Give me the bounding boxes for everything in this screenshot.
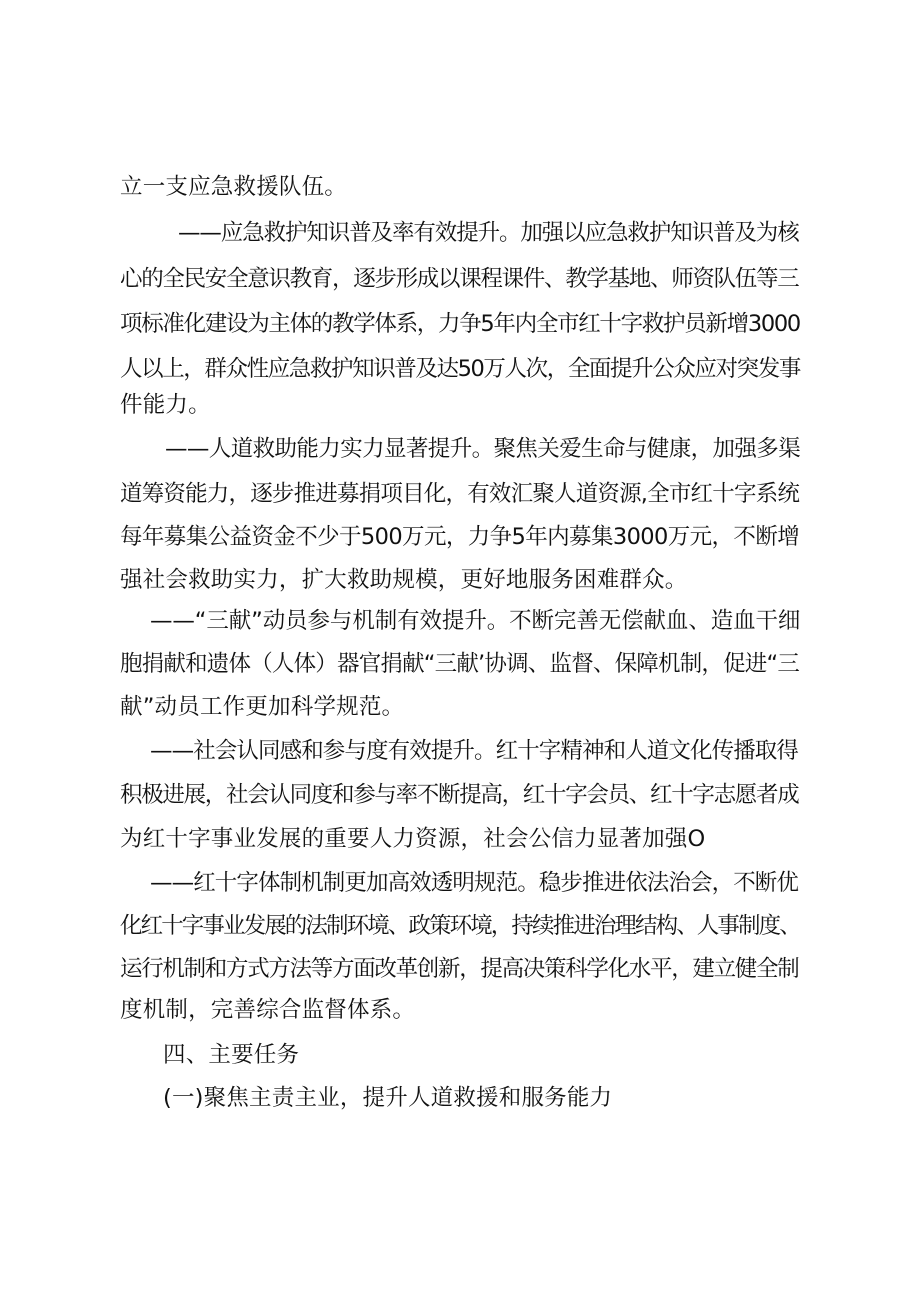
text-line: 积极进展，社会认同度和参与率不断提高，红十字会员、红十字志愿者成 [120, 782, 799, 808]
text-line: 件能力。 [120, 392, 211, 418]
text-line: 强社会救助实力，扩大救助规模，更好地服务困难群众。 [120, 567, 688, 593]
text-line: 心的全民安全意识教育，逐步形成以课程课件、教学基地、师资队伍等三 [120, 266, 799, 292]
text-line: 度机制，完善综合监督体系。 [120, 997, 416, 1023]
text-line: 为红十字事业发展的重要人力资源，社会公信力显著加强O [120, 826, 706, 852]
paragraph-emergency-rescue-knowledge: ——应急救护知识普及率有效提升。加强以应急救护知识普及为核 [178, 220, 799, 246]
text-line: 项标准化建设为主体的教学体系，力争5年内全市红十字救护员新增3000 [120, 311, 800, 337]
paragraph-social-recognition: ——社会认同感和参与度有效提升。红十字精神和人道文化传播取得 [150, 738, 799, 764]
text-line: 人以上，群众性应急救护知识普及达50万人次，全面提升公众应对突发事 [120, 356, 800, 382]
text-line-continuation: 立一支应急救援队伍。 [120, 174, 348, 200]
paragraph-institutional-mechanism: ——红十字体制机制更加高效透明规范。稳步推进依法治会，不断优 [150, 870, 799, 896]
text-line: 每年募集公益资金不少于500万元，力争5年内募集3000万元，不断增 [120, 524, 800, 550]
text-line: 化红十字事业发展的法制环境、政策环境，持续推进治理结构、人事制度、 [120, 913, 800, 939]
paragraph-humanitarian-aid: ——人道救助能力实力显著提升。聚焦关爱生命与健康，加强多渠 [165, 436, 801, 462]
text-line: 道筹资能力，逐步推进募捐项目化，有效汇聚人道资源,全市红十字系统 [120, 481, 800, 507]
text-line: 运行机制和方式方法等方面改革创新，提高决策科学化水平，建立健全制 [120, 956, 799, 982]
text-line: 献”动员工作更加科学规范。 [120, 694, 405, 720]
paragraph-three-donations: ——“三献”动员参与机制有效提升。不断完善无偿献血、造血干细 [150, 608, 801, 634]
subsection-heading: (一)聚焦主责主业，提升人道救援和服务能力 [163, 1085, 613, 1111]
text-line: 胞捐献和遗体（人体）器官捐献“三献’协调、监督、保障机制，促进“三 [120, 651, 800, 677]
section-heading: 四、主要任务 [163, 1042, 300, 1068]
